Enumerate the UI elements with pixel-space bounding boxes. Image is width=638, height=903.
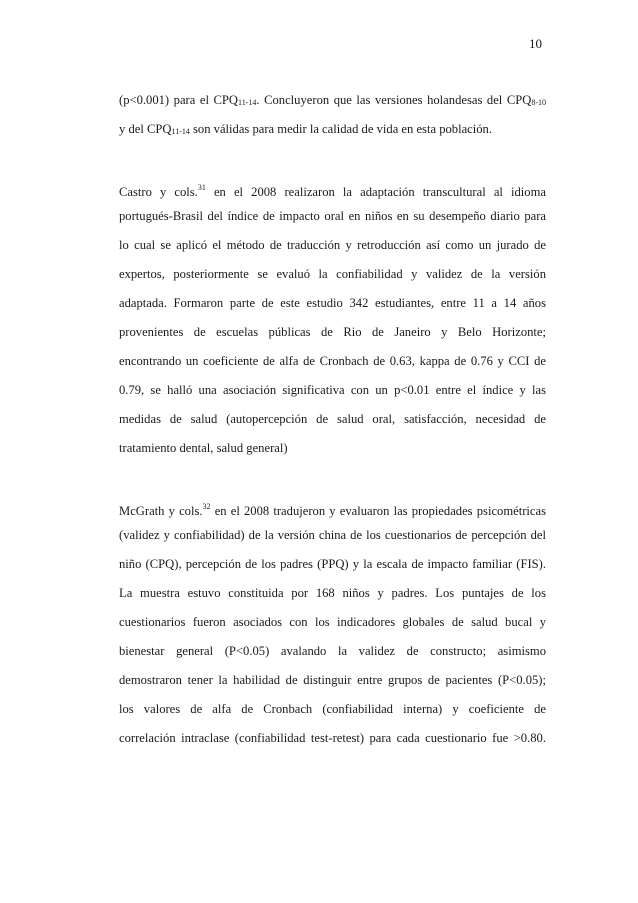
subscript: 11-14	[171, 127, 190, 136]
text-line	[119, 86, 546, 115]
text-segment: lo cual se aplicó el método de traducción y retroducción así como un jurado de	[119, 238, 546, 252]
text-segment: niño (CPQ), percepción de los padres (PPQ) y la escala de impacto familiar (FIS).	[119, 557, 546, 571]
text-segment: tratamiento dental, salud general)	[119, 441, 288, 455]
document-body	[119, 86, 546, 753]
text-segment: (p<0.001) para el CPQ	[119, 93, 239, 107]
text-line	[119, 579, 546, 608]
paragraph-spacer	[119, 463, 546, 492]
subscript: 8-10	[531, 98, 546, 107]
text-segment: McGrath y cols.	[119, 504, 203, 518]
text-line	[119, 260, 546, 289]
text-line	[119, 173, 546, 202]
text-line	[119, 231, 546, 260]
text-segment: provenientes de escuelas públicas de Rio de Janeiro y Belo Horizonte;	[119, 325, 546, 339]
text-line	[119, 724, 546, 753]
paragraph-p1	[119, 86, 546, 144]
subscript: 11-14	[238, 98, 257, 107]
text-segment: (validez y confiabilidad) de la versión china de los cuestionarios de percepción del	[119, 528, 546, 542]
text-line	[119, 289, 546, 318]
text-line	[119, 695, 546, 724]
text-segment: y del CPQ	[119, 122, 172, 136]
text-line	[119, 492, 546, 521]
page-number: 10	[529, 36, 542, 51]
text-line	[119, 666, 546, 695]
paragraph-p3	[119, 492, 546, 753]
paragraph-spacer	[119, 144, 546, 173]
text-segment: La muestra estuvo constituida por 168 niños y padres. Los puntajes de los	[119, 586, 546, 600]
text-segment: cuestionarios fueron asociados con los indicadores globales de salud bucal y	[119, 615, 546, 629]
citation-superscript: 32	[202, 502, 211, 511]
text-line	[119, 376, 546, 405]
text-segment: correlación intraclase (confiabilidad test-retest) para cada cuestionario fue >0.80.	[119, 731, 546, 745]
text-segment: medidas de salud (autopercepción de salud oral, satisfacción, necesidad de	[119, 412, 546, 426]
text-line	[119, 318, 546, 347]
text-segment: en el 2008 realizaron la adaptación transcultural al idioma	[205, 185, 546, 199]
text-segment: expertos, posteriormente se evaluó la confiabilidad y validez de la versión	[119, 267, 546, 281]
text-segment: adaptada. Formaron parte de este estudio 342 estudiantes, entre 11 a 14 años	[119, 296, 546, 310]
text-line	[119, 115, 546, 144]
text-line	[119, 347, 546, 376]
text-segment: Castro y cols.	[119, 185, 198, 199]
text-segment: . Concluyeron que las versiones holandesas del CPQ	[256, 93, 532, 107]
text-line	[119, 434, 546, 463]
text-line	[119, 637, 546, 666]
text-line	[119, 521, 546, 550]
text-segment: en el 2008 tradujeron y evaluaron las propiedades psicométricas	[210, 504, 546, 518]
text-line	[119, 405, 546, 434]
text-line	[119, 608, 546, 637]
citation-superscript: 31	[197, 183, 206, 192]
text-segment: los valores de alfa de Cronbach (confiabilidad interna) y coeficiente de	[119, 702, 546, 716]
text-segment: portugués-Brasil del índice de impacto oral en niños en su desempeño diario para	[119, 209, 546, 223]
text-line	[119, 202, 546, 231]
text-segment: 0.79, se halló una asociación significativa con un p<0.01 entre el índice y las	[119, 383, 546, 397]
text-line	[119, 550, 546, 579]
text-segment: bienestar general (P<0.05) avalando la validez de constructo; asimismo	[119, 644, 546, 658]
text-segment: encontrando un coeficiente de alfa de Cronbach de 0.63, kappa de 0.76 y CCI de	[119, 354, 546, 368]
paragraph-p2	[119, 173, 546, 463]
text-segment: son válidas para medir la calidad de vida en esta población.	[189, 122, 492, 136]
text-segment: demostraron tener la habilidad de distinguir entre grupos de pacientes (P<0.05);	[119, 673, 546, 687]
